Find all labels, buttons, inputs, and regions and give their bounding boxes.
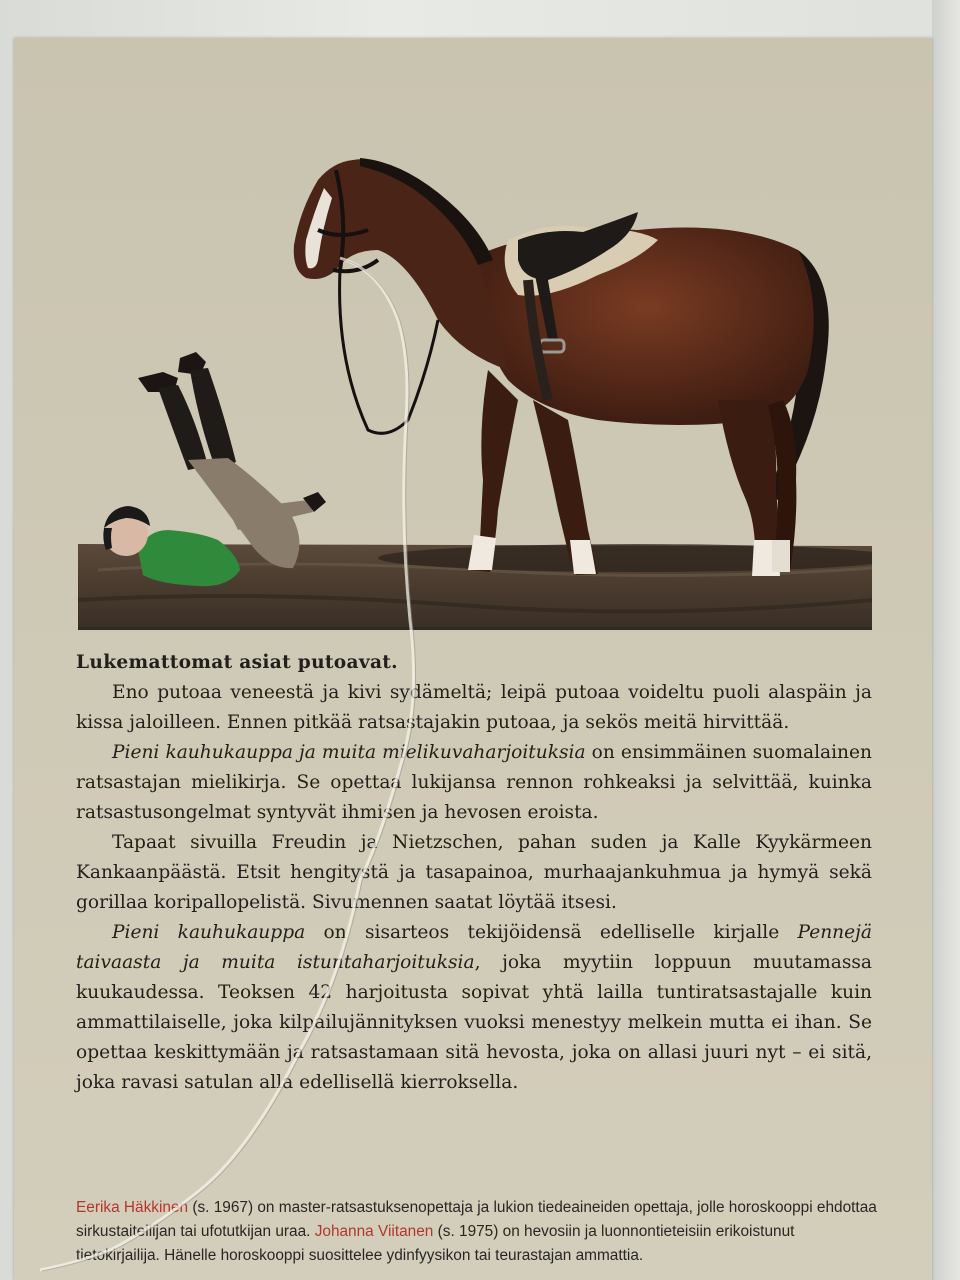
blurb-paragraph-3: Tapaat sivuilla Freudin ja Nietzschen, pahan suden ja Kalle Kyykärmeen Kankaanpäästä. Etsit hengitystä ja tasapainoa, murhaajankuhmua ja hymyä sekä gorillaa koripallopelistä. Sivumennen saatat löytää itsesi. xyxy=(76,832,872,913)
blurb-paragraph-1: Eno putoaa veneestä ja kivi sydämeltä; leipä putoaa voideltu puoli alaspäin ja kissa jaloilleen. Ennen pitkää ratsastajakin putoaa, ja sekös meitä hirvittää. xyxy=(76,682,872,733)
blurb-paragraph-2-text: on ensimmäinen suomalainen ratsastajan mielikirja. Se opettaa lukijansa rennon rohkeaksi ja selvittää, kuinka ratsastusongelmat syntyvät ihmisen ja hevosen eroista. xyxy=(76,742,873,823)
book-back-cover xyxy=(14,38,932,1280)
blurb-paragraph-4-text-a: on sisarteos tekijöidensä edelliselle kirjalle xyxy=(305,922,798,943)
blurb-paragraph-2 xyxy=(76,738,872,828)
blurb-paragraph-4 xyxy=(76,918,872,1098)
blurb-text xyxy=(76,648,872,1098)
author-bio-2: (s. 1975) on hevosiin ja luonnontieteisiin erikoistunut tietokirjailija. Hänelle horoskooppi suosittelee ydinfyysikon tai teurastajan ammattia. xyxy=(76,1223,795,1264)
author-bio-1: (s. 1967) on master-ratsastuksenopettaja ja lukion tiedeaineiden opettaja, jolle horoskooppi ehdottaa sirkustaiteilijan tai ufotutkijan uraa. xyxy=(76,1199,877,1240)
horse-and-fallen-rider-photo xyxy=(78,100,872,630)
blurb-paragraph-4-text-b: , joka myytiin loppuun muutamassa kuukaudessa. Teoksen 42 harjoitusta sopivat yhtä lailla tuntiratsastajalle kuin ammattilaiselle, joka kilpailujännityksen vuoksi menestyy melkein mutta ei ihan. Se opettaa keskittymään ja ratsastamaan sitä hevosta, joka on allasi juuri nyt – ei sitä, joka ravasi satulan alla edellisellä kierroksella. xyxy=(76,952,872,1093)
photo-bottom-border xyxy=(78,627,872,630)
book-title: Pieni kauhukauppa ja muita mielikuvaharjoituksia xyxy=(112,742,586,763)
table-surface xyxy=(932,0,960,1280)
previous-book-title: Pennejä taivaasta ja muita istuntaharjoituksia xyxy=(76,922,872,973)
author-bios xyxy=(76,1196,882,1268)
author-name-2: Johanna Viitanen xyxy=(314,1223,434,1240)
author-name-1: Eerika Häkkinen xyxy=(76,1199,189,1216)
book-title-short: Pieni kauhukauppa xyxy=(112,922,306,943)
blurb-heading: Lukemattomat asiat putoavat. xyxy=(76,652,398,673)
cover-photo xyxy=(78,100,872,630)
